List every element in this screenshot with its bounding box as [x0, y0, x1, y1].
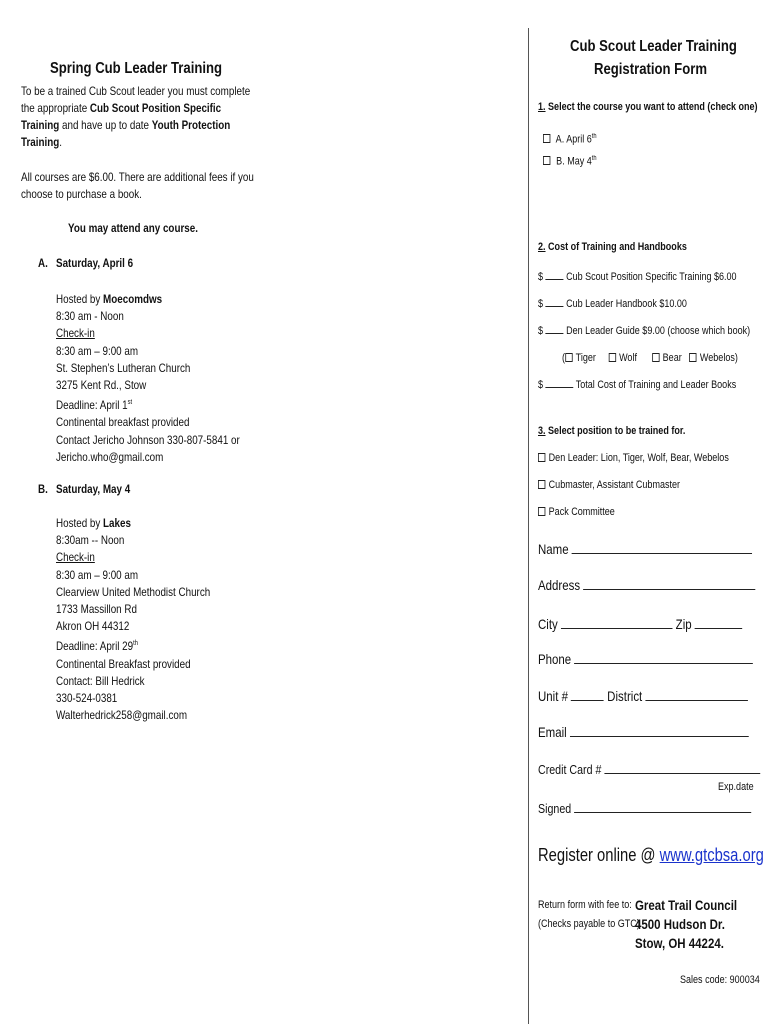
course-option-a[interactable]: A. April 6th	[543, 133, 597, 146]
form-title-2: Registration Form	[594, 61, 707, 78]
checkbox-bear[interactable]	[652, 353, 659, 362]
course-b-details: Hosted by Lakes 8:30am -- Noon Check-in 8:30 am – 9:00 am Clearview United Methodist Church 1733 Massillon Rd Akron OH 44312 Deadline: April 29th Continental Breakfast provided Contact: Bill Hedrick 330-524-0381 Walterhedrick258@gmail.com	[56, 516, 211, 723]
name-field[interactable]: Name	[538, 541, 752, 557]
cost-line-handbook[interactable]: $ Cub Leader Handbook $10.00	[538, 298, 687, 310]
council-name: Great Trail Council	[635, 897, 738, 913]
intro-line-1: To be a trained Cub Scout leader you must complete	[21, 84, 251, 98]
city-zip-field[interactable]: City Zip	[538, 616, 742, 632]
course-a-heading: Saturday, April 6	[56, 256, 134, 270]
council-city: Stow, OH 44224.	[635, 935, 724, 951]
course-a-details: Hosted by Moecomdws 8:30 am - Noon Check-in 8:30 am – 9:00 am St. Stephen’s Lutheran Church 3275 Kent Rd., Stow Deadline: April 1st Continental breakfast provided Contact Jericho Johnson 330-807-5841 or Jericho.who@gmail.com	[56, 292, 240, 464]
position-pack-committee[interactable]: Pack Committee	[538, 506, 615, 518]
address-field[interactable]: Address	[538, 577, 756, 593]
register-link[interactable]: www.gtcbsa.org	[659, 845, 764, 865]
intro-line-4: Training.	[21, 135, 63, 149]
intro-line-2: the appropriate Cub Scout Position Specific	[21, 101, 222, 115]
fees-line-2: choose to purchase a book.	[21, 187, 142, 201]
credit-card-field[interactable]: Credit Card #	[538, 762, 760, 777]
return-form-note: Return form with fee to:	[538, 899, 632, 911]
fees-line-1: All courses are $6.00. There are additional fees if you	[21, 170, 254, 184]
exp-date-label: Exp.date	[718, 781, 754, 793]
course-option-b[interactable]: B. May 4th	[543, 155, 597, 168]
checkbox-icon[interactable]	[543, 156, 550, 165]
signed-field[interactable]: Signed	[538, 801, 751, 816]
section-2-heading: 2. Cost of Training and Handbooks	[538, 241, 687, 253]
book-choices: ( Tiger Wolf Bear Webelos)	[562, 352, 738, 364]
checkbox-icon[interactable]	[538, 480, 545, 489]
email-field[interactable]: Email	[538, 724, 749, 740]
phone-field[interactable]: Phone	[538, 651, 753, 667]
page-title: Spring Cub Leader Training	[50, 60, 223, 77]
checkbox-icon[interactable]	[538, 507, 545, 516]
checkbox-icon[interactable]	[543, 134, 550, 143]
checkbox-wolf[interactable]	[608, 353, 615, 362]
sales-code: Sales code: 900034	[680, 974, 760, 986]
course-b-heading: Saturday, May 4	[56, 482, 131, 496]
position-den-leader[interactable]: Den Leader: Lion, Tiger, Wolf, Bear, Webelos	[538, 452, 729, 464]
unit-district-field[interactable]: Unit # District	[538, 688, 748, 704]
course-a-letter: A.	[38, 256, 48, 270]
checkbox-icon[interactable]	[538, 453, 545, 462]
cost-line-total[interactable]: $ Total Cost of Training and Leader Books	[538, 379, 737, 391]
cost-line-training[interactable]: $ Cub Scout Position Specific Training $6.00	[538, 271, 737, 283]
course-b-letter: B.	[38, 482, 48, 496]
checkbox-tiger[interactable]	[565, 353, 572, 362]
column-divider	[528, 28, 529, 1024]
section-3-heading: 3. Select position to be trained for.	[538, 425, 686, 437]
intro-line-3: Training and have up to date Youth Protection	[21, 118, 231, 132]
form-title-1: Cub Scout Leader Training	[570, 38, 737, 55]
checkbox-webelos[interactable]	[689, 353, 696, 362]
council-street: 4500 Hudson Dr.	[635, 916, 725, 932]
checks-payable-note: (Checks payable to GTC)	[538, 918, 640, 930]
position-cubmaster[interactable]: Cubmaster, Assistant Cubmaster	[538, 479, 680, 491]
register-online: Register online @ www.gtcbsa.org	[538, 845, 764, 865]
section-1-heading: 1. Select the course you want to attend (check one)	[538, 101, 758, 113]
cost-line-den-guide[interactable]: $ Den Leader Guide $9.00 (choose which book)	[538, 325, 751, 337]
any-course-note: You may attend any course.	[68, 221, 198, 235]
